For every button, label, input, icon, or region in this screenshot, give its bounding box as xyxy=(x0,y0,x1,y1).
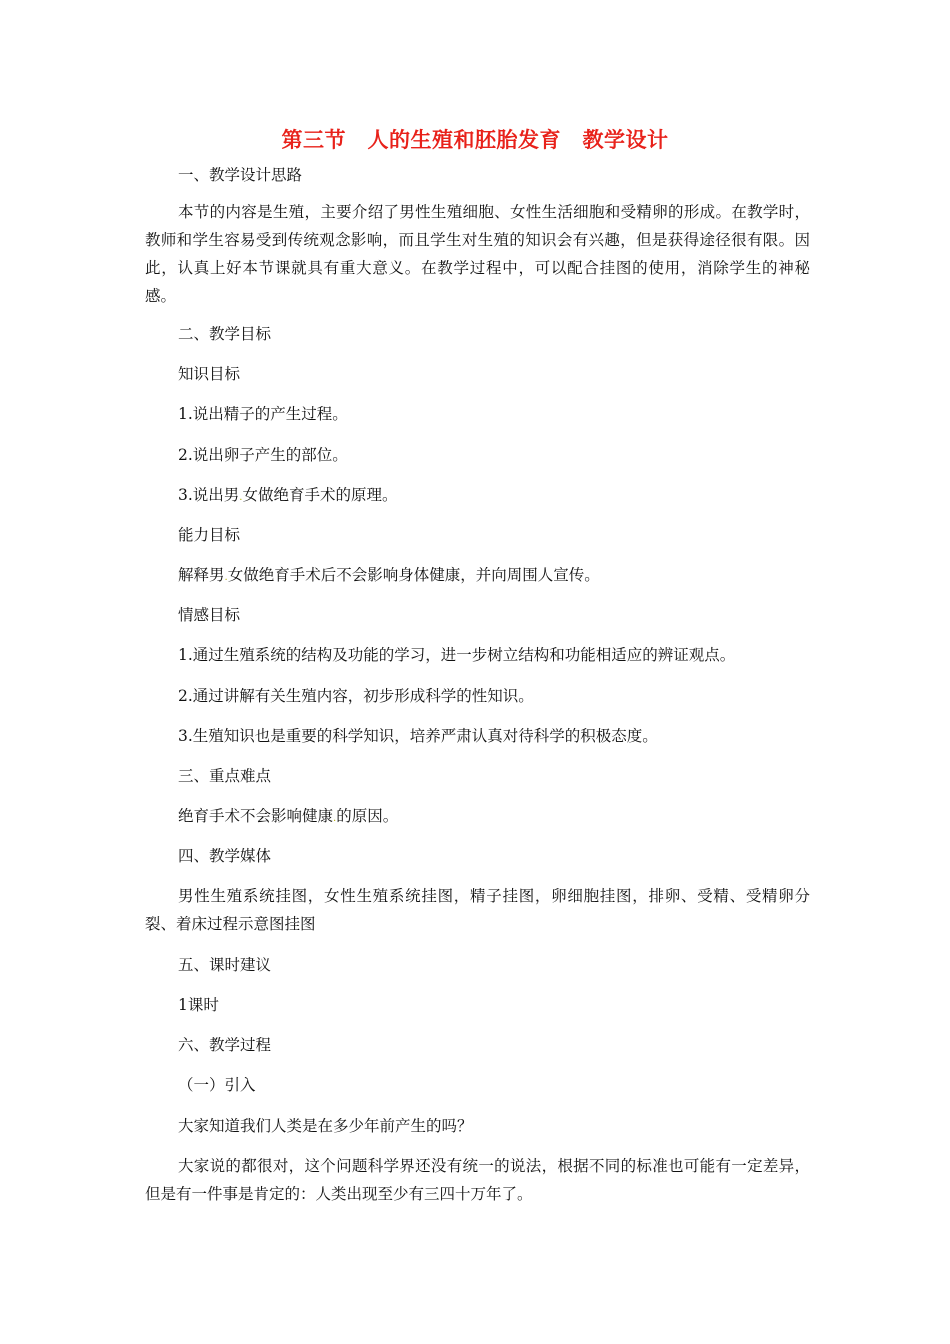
key-points-text: 绝育手术不会影响健康.的原因。 xyxy=(178,807,399,825)
section-heading-media: 四、教学媒体 xyxy=(178,847,272,865)
knowledge-item-1: 1.说出精子的产生过程。 xyxy=(178,405,348,423)
intro-answer: 大家说的都很对，这个问题科学界还没有统一的说法，根据不同的标准也可能有一定差异，但是有一件事是肯定的：人类出现至少有三四十万年了。 xyxy=(145,1157,810,1203)
section-heading-objectives: 二、教学目标 xyxy=(178,325,272,343)
emotion-item-1: 1.通过生殖系统的结构及功能的学习，进一步树立结构和功能相适应的辨证观点。 xyxy=(178,646,736,664)
label-ability-objectives: 能力目标 xyxy=(178,526,241,544)
ability-text: 解释男.女做绝育手术后不会影响身体健康，并向周围人宣传。 xyxy=(178,566,600,584)
section-heading-key-points: 三、重点难点 xyxy=(178,767,272,785)
paragraph-media: 男性生殖系统挂图，女性生殖系统挂图，精子挂图，卵细胞挂图，排卵、受精、受精卵分裂、着床过程示意图挂图 xyxy=(145,887,810,933)
section-heading-class-hours: 五、课时建议 xyxy=(178,956,272,974)
class-hours-text: 1课时 xyxy=(178,996,219,1014)
emotion-item-2: 2.通过讲解有关生殖内容，初步形成科学的性知识。 xyxy=(178,687,534,705)
knowledge-item-3: 3.说出男.女做绝育手术的原理。 xyxy=(178,486,398,504)
label-knowledge-objectives: 知识目标 xyxy=(178,365,241,383)
section-heading-process: 六、教学过程 xyxy=(178,1036,272,1054)
stray-mark: . xyxy=(333,813,337,824)
subheading-introduction: （一）引入 xyxy=(178,1076,256,1094)
emotion-item-3: 3.生殖知识也是重要的科学知识，培养严肃认真对待科学的积极态度。 xyxy=(178,727,658,745)
paragraph-design-idea: 本节的内容是生殖，主要介绍了男性生殖细胞、女性生活细胞和受精卵的形成。在教学时，教师和学生容易受到传统观念影响，而且学生对生殖的知识会有兴趣，但是获得途径很有限。因此，认真上好本节课就具有重大意义。在教学过程中，可以配合挂图的使用，消除学生的神秘感。 xyxy=(145,203,810,305)
knowledge-item-2: 2.说出卵子产生的部位。 xyxy=(178,446,348,464)
document-title: 第三节 人的生殖和胚胎发育 教学设计 xyxy=(281,128,669,152)
intro-question: 大家知道我们人类是在多少年前产生的吗？ xyxy=(178,1117,473,1135)
stray-mark: . xyxy=(224,572,228,583)
label-emotion-objectives: 情感目标 xyxy=(178,606,241,624)
stray-mark: . xyxy=(239,492,243,503)
section-heading-design-idea: 一、教学设计思路 xyxy=(178,166,303,184)
